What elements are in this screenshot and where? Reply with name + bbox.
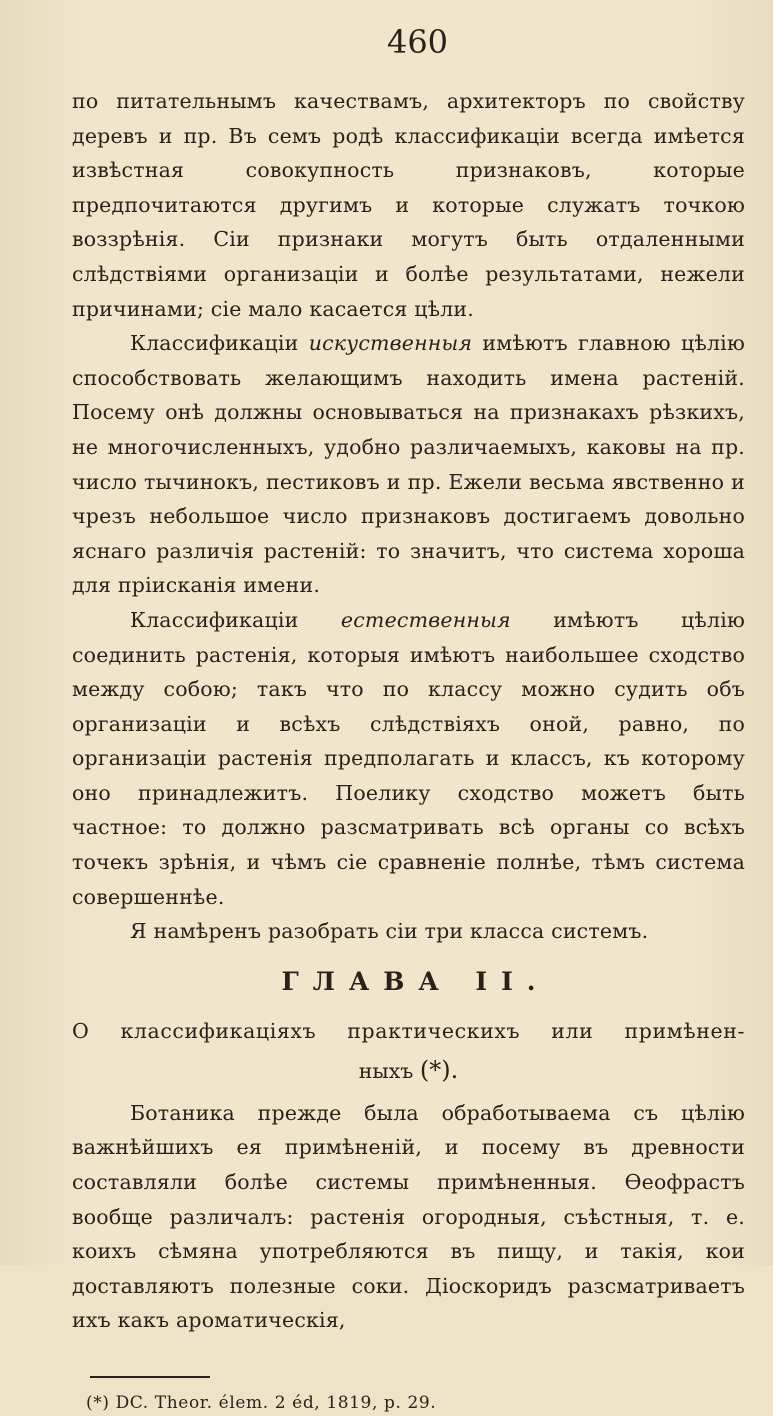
paragraph-intent: Я намѣренъ разобрать сіи три класса системъ.	[130, 919, 649, 944]
italic-term-natural: естественныя	[340, 607, 511, 632]
italic-term-artificial: искуственныя	[308, 331, 473, 356]
paragraph-continuation: по питательнымъ качествамъ, архитекторъ по свойству деревъ и пр. Въ семъ родѣ классификаціи всегда имѣется извѣстная совокупность признаковъ, которые предпочитаются другимъ и которые служатъ точкою воззрѣнія. Сіи признаки могутъ быть отдаленными слѣдствіями организаціи и болѣе результатами, нежели причинами; сіе мало касается цѣли.	[72, 89, 745, 321]
paragraph-botany-history: Ботаника прежде была обработываема съ цѣлію важнѣйшихъ ея примѣненій, и посему въ древности составляли болѣе системы примѣненныя. Ѳеофрастъ вообще различалъ: растенія огородныя, съѣстныя, т. е. коихъ сѣмяна употребляются въ пищу, и такія, кои доставляютъ полезные соки. Діоскоридъ разсматриваетъ ихъ какъ ароматическія,	[72, 1100, 745, 1333]
footnote: (*) DC. Theor. élem. 2 éd, 1819, p. 29.	[86, 1393, 437, 1413]
page-number: 460	[386, 23, 449, 61]
paragraph-text-start: Классификаціи	[130, 331, 309, 356]
footnote-reference-mark: (*).	[419, 1055, 459, 1084]
paragraph-text-end: имѣютъ цѣлію соединить растенія, которыя имѣютъ наибольшее сходство между собою; такъ что по классу можно судить объ организаціи и всѣхъ слѣдствіяхъ оной, равно, по организаціи растенія предполагать и классъ, къ которому оно принадлежитъ. Поелику сходство можетъ быть частное: то должно разсматривать всѣ органы со всѣхъ точекъ зрѣнія, и чѣмъ сіе сравненіе полнѣе, тѣмъ система совершеннѣе.	[72, 607, 745, 909]
paragraph-artificial-classifications	[72, 326, 745, 603]
footnote-divider	[90, 1376, 210, 1378]
section-title-word: ныхъ	[358, 1058, 414, 1083]
paragraph-text-start: Классификаціи	[130, 607, 341, 632]
chapter-heading: ГЛАВА II.	[281, 966, 550, 996]
paragraph-text-end: имѣютъ главною цѣлію способствовать желающимъ находить имена растеній. Посему онѣ должны основываться на признакахъ рѣзкихъ, не многочисленныхъ, удобно различаемыхъ, каковы на пр. число тычинокъ, пестиковъ и пр. Ежели весьма явственно и чрезъ небольшое число признаковъ достигаемъ довольно яснаго различія растеній: то значитъ, что система хороша для пріисканія имени.	[72, 331, 745, 598]
paragraph-natural-classifications	[72, 603, 745, 914]
section-title-line-1: О классификаціяхъ практическихъ или примѣнен-	[72, 1018, 745, 1043]
section-title-line-2	[72, 1049, 745, 1092]
